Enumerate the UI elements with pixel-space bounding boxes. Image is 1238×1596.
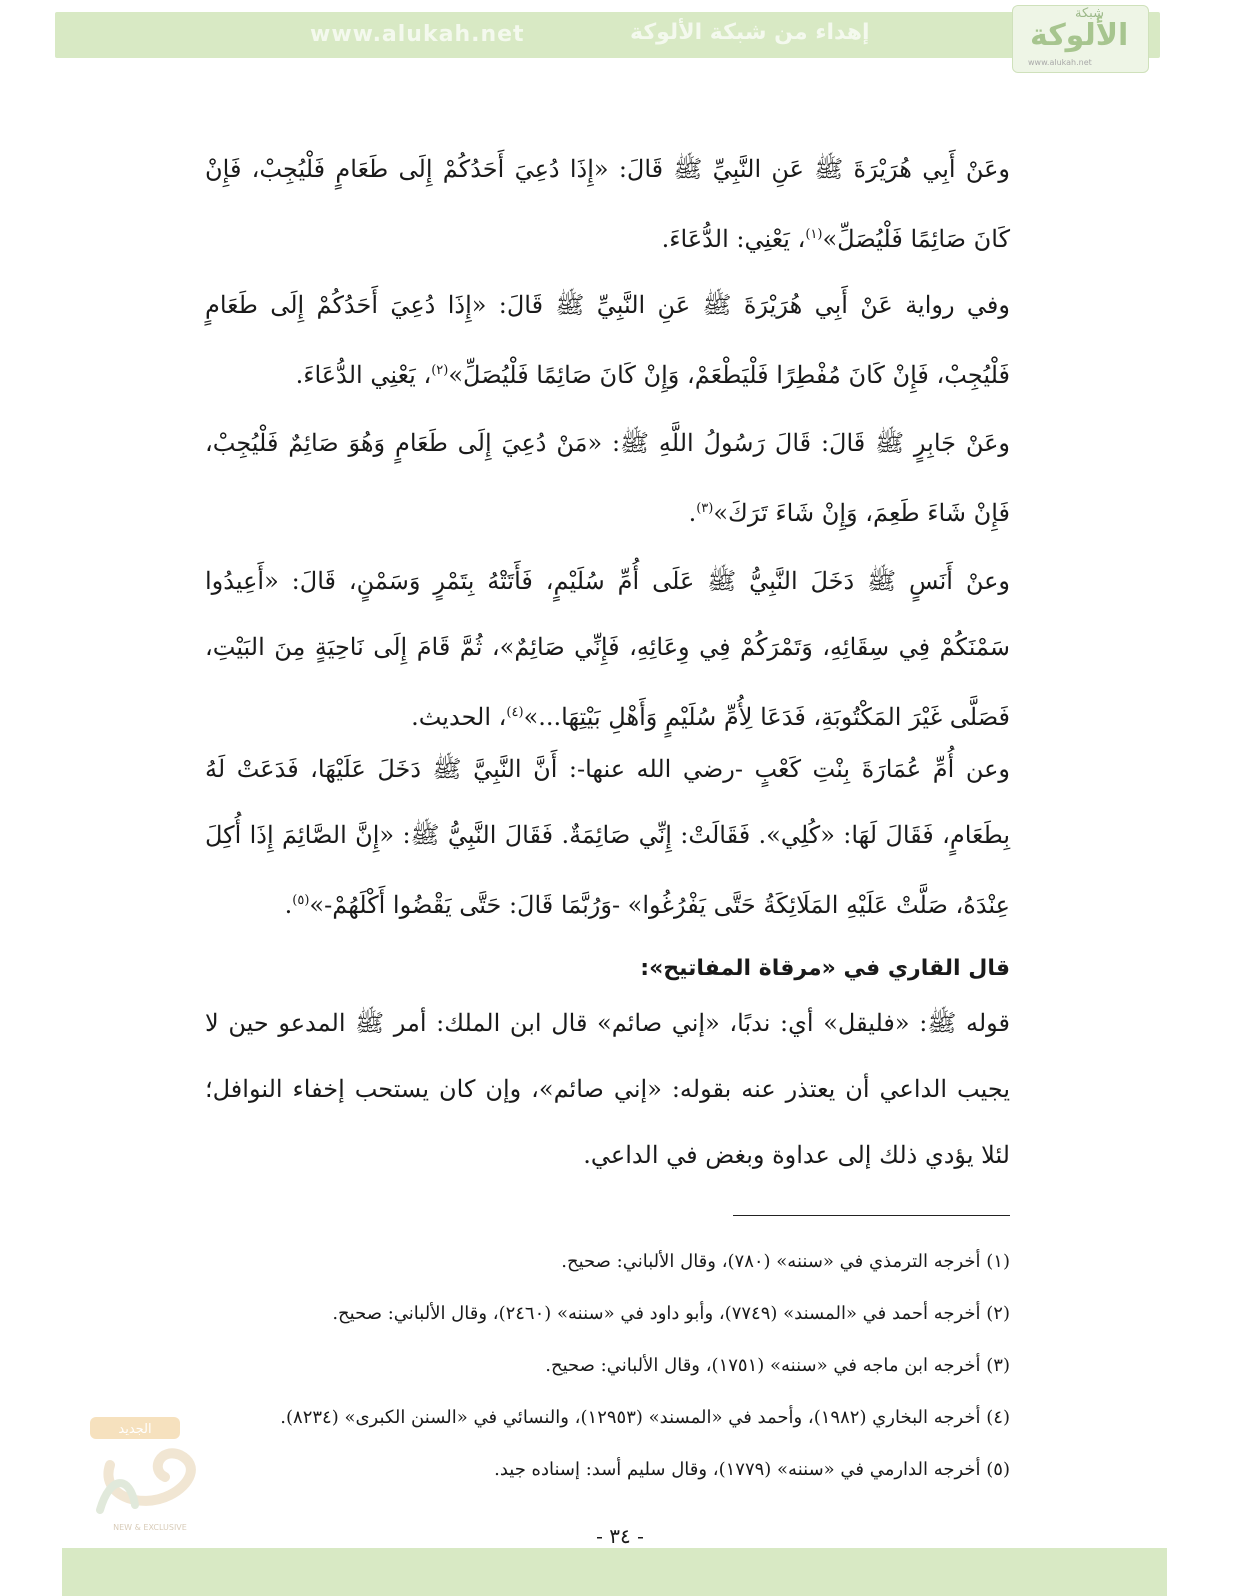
footnote-ref: (٣) bbox=[696, 501, 714, 516]
section-heading: قال القاري في «مرقاة المفاتيح»: bbox=[640, 956, 1010, 981]
footnote-ref: (٢) bbox=[431, 363, 449, 378]
hadith-tail: . bbox=[284, 891, 293, 919]
footer-band bbox=[62, 1548, 1167, 1596]
hadith-text: وعَنْ أَبِي هُرَيْرَةَ ﷺ عَنِ النَّبِيِّ ﷺ قَالَ: «إِذَا دُعِيَ أَحَدُكُمْ إِلَى طَعَامٍ فَلْيُجِبْ، فَإِنْ كَانَ صَائِمًا فَلْيُصَلِّ» bbox=[205, 155, 1010, 253]
hadith-tail: ، يَعْنِي: الدُّعَاءَ. bbox=[661, 225, 806, 253]
hadith-text: وعنْ أَنَسٍ ﷺ دَخَلَ النَّبِيُّ ﷺ عَلَى أُمِّ سُلَيْمٍ، فَأَتَتْهُ بِتَمْرٍ وَسَمْنٍ، قَالَ: «أَعِيدُوا سَمْنَكُمْ فِي سِقَائِهِ، وَتَمْرَكُمْ فِي وِعَائِهِ، فَإِنِّي صَائِمٌ»، ثُمَّ قَامَ إِلَى نَاحِيَةٍ مِنَ البَيْتِ، فَصَلَّى غَيْرَ المَكْتُوبَةِ، فَدَعَا لِأُمِّ سُلَيْمٍ وَأَهْلِ بَيْتِهَا...» bbox=[205, 567, 1010, 731]
header-gift-text: إهداء من شبكة الألوكة bbox=[630, 20, 870, 45]
footnote-divider bbox=[733, 1215, 1010, 1216]
header-band bbox=[55, 12, 1160, 58]
new-exclusive-watermark bbox=[80, 1415, 220, 1535]
hadith-text: وعن أُمِّ عُمَارَةَ بِنْتِ كَعْبٍ -رضي الله عنها-: أَنَّ النَّبِيَّ ﷺ دَخَلَ عَلَيْهَا، فَدَعَتْ لَهُ بِطَعَامٍ، فَقَالَ لَهَا: «كُلِي». فَقَالَتْ: إِنِّي صَائِمَةٌ. فَقَالَ النَّبِيُّ ﷺ: «إِنَّ الصَّائِمَ إِذَا أُكِلَ عِنْدَهُ، صَلَّتْ عَلَيْهِ المَلَائِكَةُ حَتَّى يَفْرُغُوا» -وَرُبَّمَا قَالَ: حَتَّى يَقْضُوا أَكْلَهُمْ-» bbox=[205, 755, 1010, 919]
hadith-paragraph-2 bbox=[205, 272, 1010, 408]
watermark-sub-text: NEW & EXCLUSIVE bbox=[113, 1523, 187, 1532]
hadith-paragraph-3 bbox=[205, 410, 1010, 546]
hadith-text: وفي رواية عَنْ أَبِي هُرَيْرَةَ ﷺ عَنِ النَّبِيِّ ﷺ قَالَ: «إِذَا دُعِيَ أَحَدُكُمْ إِلَى طَعَامٍ فَلْيُجِبْ، فَإِنْ كَانَ مُفْطِرًا فَلْيَطْعَمْ، وَإِنْ كَانَ صَائِمًا فَلْيُصَلِّ» bbox=[205, 291, 1010, 389]
hadith-paragraph-1 bbox=[205, 136, 1010, 272]
logo-url-text: www.alukah.net bbox=[1028, 58, 1092, 67]
footnote-4: (٤) أخرجه البخاري (١٩٨٢)، وأحمد في «المسند» (١٢٩٥٣)، والنسائي في «السنن الكبرى» (٨٢٣٤). bbox=[280, 1407, 1010, 1428]
footnote-ref: (٤) bbox=[506, 705, 524, 720]
footnote-3: (٣) أخرجه ابن ماجه في «سننه» (١٧٥١)، وقال الألباني: صحيح. bbox=[545, 1355, 1010, 1376]
commentary-paragraph: قوله ﷺ: «فليقل» أي: ندبًا، «إني صائم» قال ابن الملك: أمر ﷺ المدعو حين لا يجيب الداعي أن يعتذر عنه بقوله: «إني صائم»، وإن كان يستحب إخفاء النوافل؛ لئلا يؤدي ذلك إلى عداوة وبغض في الداعي. bbox=[205, 1009, 1010, 1169]
logo-main-text: الألوكة bbox=[1030, 18, 1129, 53]
watermark-top-text: الجديد bbox=[118, 1422, 152, 1437]
footnote-1: (١) أخرجه الترمذي في «سننه» (٧٨٠)، وقال الألباني: صحيح. bbox=[561, 1251, 1010, 1272]
hadith-tail: . bbox=[688, 499, 697, 527]
hadith-paragraph-5 bbox=[205, 736, 1010, 938]
hadith-tail: ، الحديث. bbox=[411, 703, 507, 731]
footnote-2: (٢) أخرجه أحمد في «المسند» (٧٧٤٩)، وأبو داود في «سننه» (٢٤٦٠)، وقال الألباني: صحيح. bbox=[332, 1303, 1010, 1324]
footnote-5: (٥) أخرجه الدارمي في «سننه» (١٧٧٩)، وقال سليم أسد: إسناده جيد. bbox=[494, 1459, 1010, 1480]
hadith-tail: ، يَعْنِي الدُّعَاءَ. bbox=[295, 361, 432, 389]
footnotes-list bbox=[180, 1236, 1010, 1496]
hadith-text: وعَنْ جَابِرٍ ﷺ قَالَ: قَالَ رَسُولُ اللَّهِ ﷺ: «مَنْ دُعِيَ إِلَى طَعَامٍ وَهُوَ صَائِمٌ فَلْيُجِبْ، فَإِنْ شَاءَ طَعِمَ، وَإِنْ شَاءَ تَرَكَ» bbox=[205, 429, 1010, 527]
footnote-ref: (٥) bbox=[292, 893, 310, 908]
page-number: - ٣٤ - bbox=[596, 1524, 644, 1548]
logo-top-text: شبكة bbox=[1075, 6, 1104, 21]
header-site-url: www.alukah.net bbox=[310, 22, 525, 47]
footnote-ref: (١) bbox=[805, 227, 823, 242]
hadith-paragraph-4 bbox=[205, 548, 1010, 750]
